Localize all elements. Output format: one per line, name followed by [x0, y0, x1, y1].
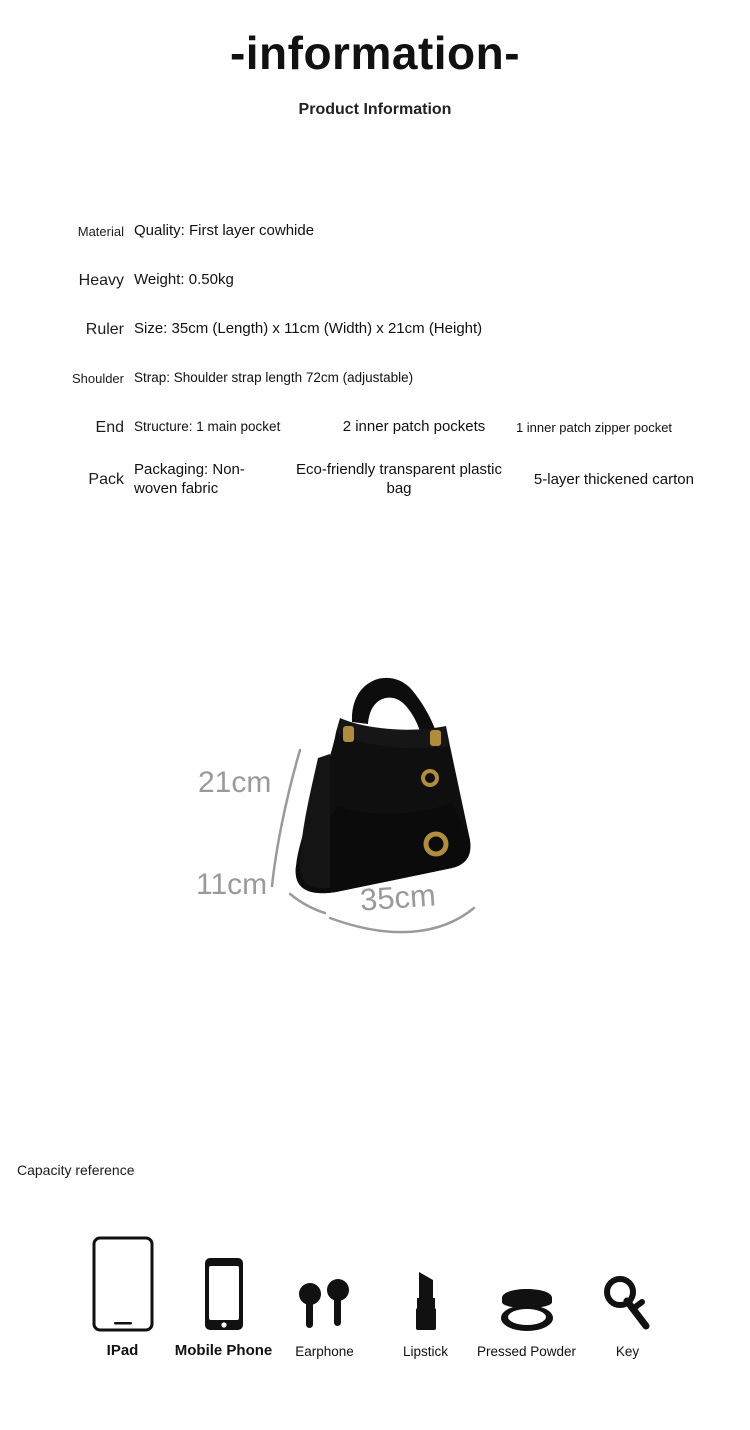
table-row — [62, 305, 688, 354]
capacity-item-label: IPad — [106, 1342, 139, 1359]
capacity-item-label: Key — [615, 1343, 640, 1359]
capacity-item-ipad — [72, 1232, 173, 1361]
height-guide-line — [272, 750, 300, 886]
row-label: End — [95, 418, 124, 436]
row-label: Shoulder — [71, 371, 124, 387]
capacity-item-label: Pressed Powder — [476, 1343, 577, 1359]
mobile-phone-icon — [173, 1232, 274, 1332]
ipad-icon — [72, 1232, 173, 1332]
table-row — [62, 256, 688, 305]
row-value: Eco-friendly transparent plastic bag — [296, 461, 502, 498]
row-value: Structure: 1 main pocket — [134, 419, 281, 435]
row-value: Quality: First layer cowhide — [134, 222, 315, 240]
row-label: Pack — [88, 471, 124, 489]
row-value: Strap: Shoulder strap length 72cm (adjustable) — [134, 370, 414, 386]
table-row — [62, 207, 688, 256]
strap-hardware-right — [430, 730, 441, 746]
capacity-reference-title: Capacity reference — [17, 1162, 135, 1178]
row-value: 2 inner patch pockets — [342, 418, 486, 436]
row-label: Heavy — [78, 271, 124, 289]
row-value: Size: 35cm (Length) x 11cm (Width) x 21cm (Height) — [134, 320, 483, 338]
length-dimension-label: 35cm — [358, 877, 437, 918]
capacity-item-earphone — [274, 1234, 375, 1361]
row-value: Packaging: Non-woven fabric — [134, 461, 245, 498]
table-row — [62, 403, 688, 452]
width-guide-line — [290, 894, 325, 913]
capacity-item-pressed-powder — [476, 1234, 577, 1361]
strap-hardware-left — [343, 726, 354, 742]
capacity-items-row — [0, 1232, 750, 1361]
width-dimension-label: 11cm — [196, 868, 268, 902]
row-value: 5-layer thickened carton — [533, 470, 694, 488]
page-title: -information- — [229, 27, 521, 79]
key-icon — [577, 1234, 678, 1334]
table-row — [62, 354, 688, 403]
row-value: 1 inner patch zipper pocket — [515, 419, 673, 435]
row-label: Material — [77, 224, 124, 240]
page-header — [0, 0, 750, 119]
capacity-item-label: Lipstick — [402, 1343, 448, 1359]
row-value: Weight: 0.50kg — [134, 271, 234, 289]
capacity-item-label: Mobile Phone — [174, 1342, 273, 1359]
bag-illustration-svg — [0, 618, 750, 978]
earphone-icon — [274, 1234, 375, 1334]
capacity-item-label: Earphone — [295, 1343, 354, 1359]
capacity-item-mobile-phone — [173, 1232, 274, 1361]
bag-dimension-diagram — [0, 618, 750, 978]
page-subtitle: Product Information — [298, 101, 452, 119]
handbag-shape — [296, 678, 471, 893]
height-dimension-label: 21cm — [198, 766, 272, 800]
specification-table — [0, 207, 750, 508]
capacity-item-lipstick — [375, 1234, 476, 1361]
table-row — [62, 452, 694, 508]
row-label: Ruler — [85, 320, 124, 338]
pressed-powder-icon — [476, 1234, 577, 1334]
lipstick-icon — [375, 1234, 476, 1334]
capacity-item-key — [577, 1234, 678, 1361]
